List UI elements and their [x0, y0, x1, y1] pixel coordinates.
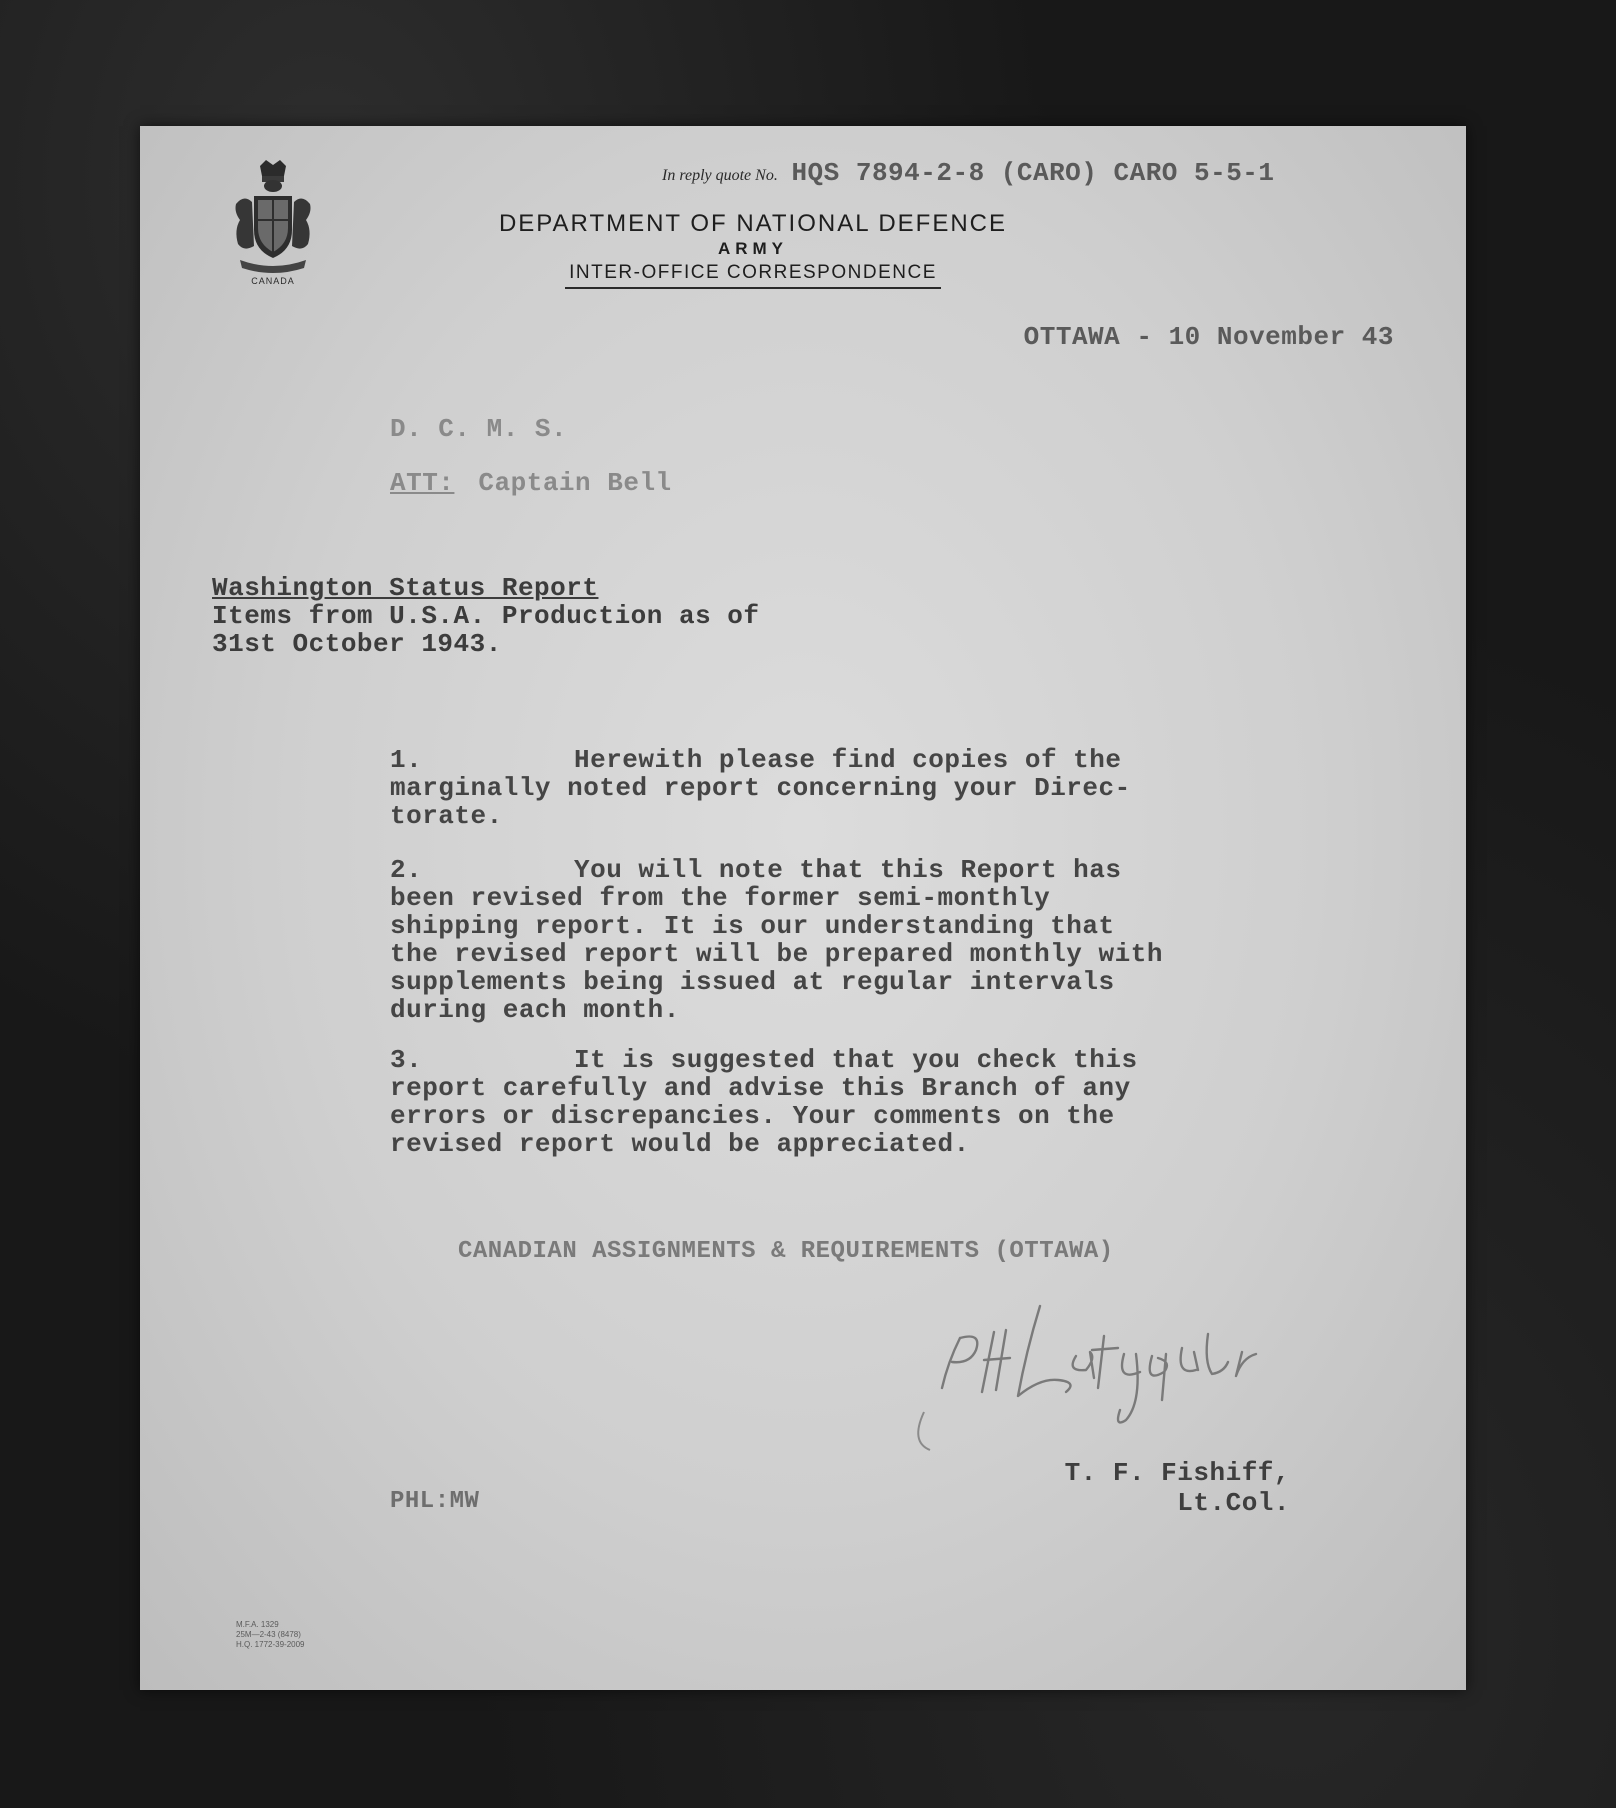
paragraph-line: revised report would be appreciated. [390, 1129, 970, 1159]
letter-page [140, 126, 1466, 1690]
subject-line-2: Items from U.S.A. Production as of [212, 601, 760, 631]
paragraph-line [390, 1046, 1250, 1074]
paragraph-text: It is suggested that you check this [574, 1045, 1138, 1075]
reply-label: In reply quote No. [662, 167, 778, 184]
attention-line [390, 468, 672, 498]
handwritten-signature [890, 1292, 1290, 1452]
paragraph-number: 3. [390, 1045, 423, 1075]
signatory-block [930, 1458, 1290, 1518]
paragraph-number: 2. [390, 855, 423, 885]
paragraph-line: supplements being issued at regular intervals [390, 967, 1115, 997]
form-code: 25M—2-43 (8478) [236, 1630, 301, 1639]
correspondence-type: INTER-OFFICE CORRESPONDENCE [565, 262, 941, 289]
paragraph-line: errors or discrepancies. Your comments on the [390, 1101, 1115, 1131]
crest-emblem-icon [232, 160, 314, 276]
crest-label: CANADA [251, 276, 295, 286]
attention-name: Captain Bell [478, 468, 672, 498]
reply-reference [662, 158, 1275, 188]
paragraph-line: shipping report. It is our understanding that [390, 911, 1115, 941]
paragraph-line [390, 746, 1250, 774]
department-name: DEPARTMENT OF NATIONAL DEFENCE [498, 210, 1008, 237]
place-and-date: OTTAWA - 10 November 43 [1023, 322, 1394, 352]
letterhead [440, 210, 1066, 289]
paragraph-line: torate. [390, 801, 503, 831]
paragraph-line: report carefully and advise this Branch of any [390, 1073, 1131, 1103]
subject-title: Washington Status Report [212, 573, 599, 603]
paragraph-text: You will note that this Report has [574, 855, 1122, 885]
paragraph-line: marginally noted report concerning your Direc- [390, 773, 1131, 803]
addressee: D. C. M. S. [390, 414, 568, 444]
branch-name: ARMY [717, 239, 789, 258]
attention-label: ATT: [390, 468, 455, 498]
paragraph-1 [390, 746, 1250, 830]
paragraph-line: been revised from the former semi-monthly [390, 883, 1051, 913]
subject-line-3: 31st October 1943. [212, 629, 502, 659]
paragraph-3 [390, 1046, 1250, 1158]
paragraph-number: 1. [390, 745, 423, 775]
form-codes [236, 1620, 305, 1650]
paragraph-2 [390, 856, 1250, 1024]
coat-of-arms-crest [232, 160, 314, 290]
paragraph-text: Herewith please find copies of the [574, 745, 1122, 775]
sending-branch: CANADIAN ASSIGNMENTS & REQUIREMENTS (OTTAWA) [458, 1238, 1114, 1265]
paragraph-line [390, 856, 1250, 884]
paragraph-line: the revised report will be prepared monthly with [390, 939, 1163, 969]
form-code: M.F.A. 1329 [236, 1620, 279, 1629]
reply-reference-number: HQS 7894-2-8 (CARO) CARO 5-5-1 [791, 158, 1275, 188]
subject-block [212, 574, 760, 658]
form-code: H.Q. 1772-39-2009 [236, 1640, 305, 1649]
typist-initials: PHL:MW [390, 1488, 480, 1515]
paragraph-line: during each month. [390, 995, 680, 1025]
signatory-name: T. F. Fishiff, [1064, 1458, 1290, 1488]
signatory-rank: Lt.Col. [1177, 1488, 1290, 1518]
